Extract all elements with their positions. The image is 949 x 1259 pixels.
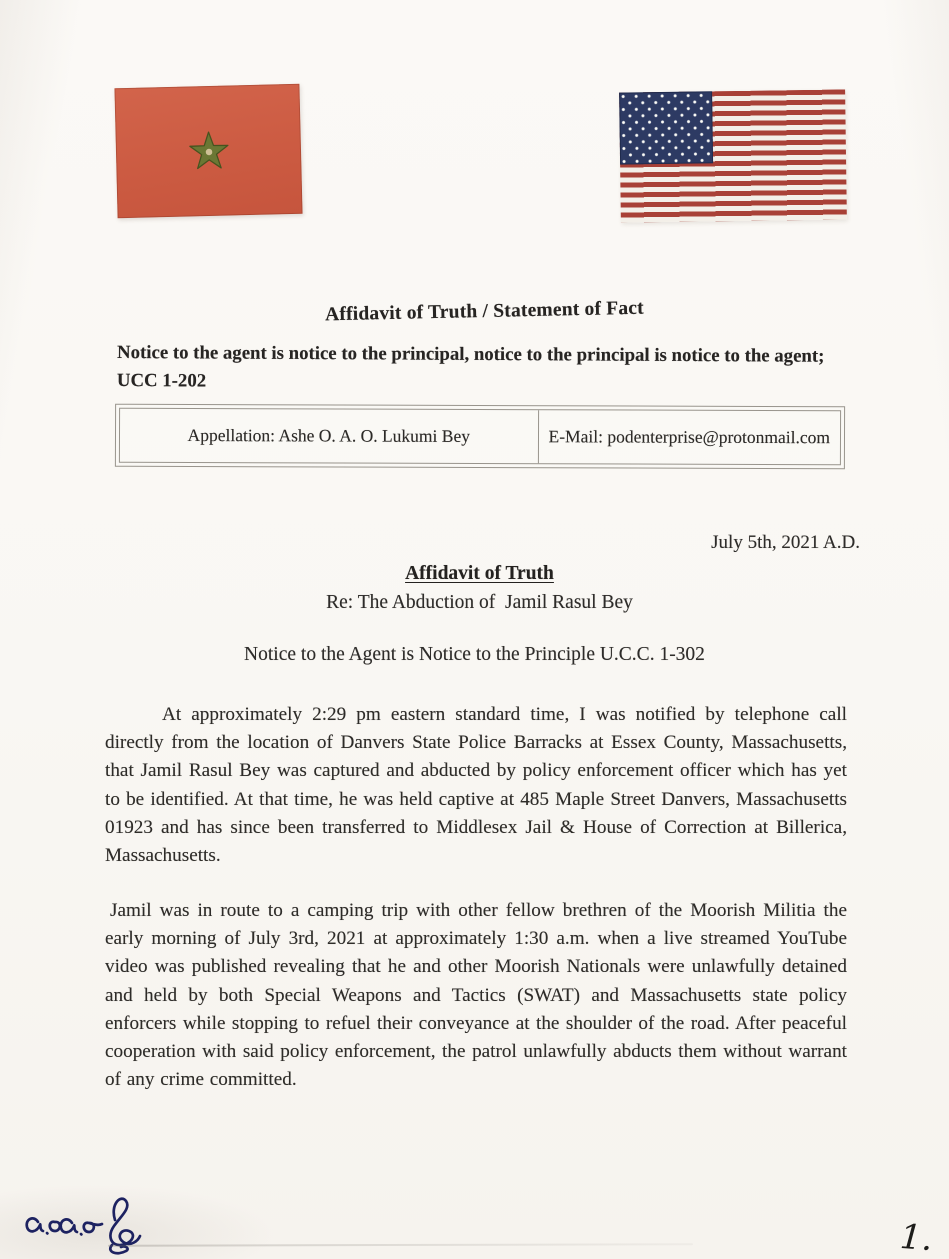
page-number: 1.: [898, 1216, 934, 1259]
usa-flag: [619, 89, 847, 222]
appellation-cell: Appellation: Ashe O. A. O. Lukumi Bey: [120, 409, 539, 463]
email-cell: E-Mail: podenterprise@protonmail.com: [548, 426, 831, 448]
body-paragraph-2: Jamil was in route to a camping trip with other fellow brethren of the Moorish Militia the early morning of July 3rd, 2021 at approximately 1:30 a.m. when a live streamed YouTube video was published revealing that he and other Moorish Nationals were unlawfully detained and held by both Special Weapons and Tactics (SWAT) and Massachusetts state policy enforcers while stopping to refuel their conveyance at the shoulder of the road. After peaceful cooperation with said policy enforcement, the patrol unlawfully abducts them without warrant of any crime committed.: [105, 900, 847, 1091]
notice-header: [117, 339, 869, 399]
date-line: July 5th, 2021 A.D.: [711, 532, 860, 553]
scan-artifact-line: [108, 1243, 693, 1247]
morocco-flag: [114, 84, 302, 218]
handwritten-signature: [22, 1186, 162, 1258]
affidavit-heading: Affidavit of Truth: [405, 563, 554, 584]
info-table: [115, 404, 845, 470]
notice-header-line2: UCC 1-202: [116, 370, 207, 392]
notice-header-line1: Notice to the agent is notice to the principal, notice to the principal is notice to the agent;: [117, 342, 825, 367]
document-title: Affidavit of Truth / Statement of Fact: [324, 297, 645, 326]
re-line: Re: The Abduction of Jamil Rasul Bey: [326, 592, 633, 613]
info-table-inner: [119, 408, 841, 466]
morocco-star-icon: [187, 129, 230, 172]
body-paragraph-1: At approximately 2:29 pm eastern standard time, I was notified by telephone call directly from the location of Danvers State Police Barracks at Essex County, Massachusetts, that Jamil Rasul Bey was captured and abducted by policy enforcement officer which has yet to be identified. At that time, he was held captive at 485 Maple Street Danvers, Massachusetts 01923 and has since been transferred to Middlesex Jail & House of Correction at Billerica, Massachusetts.: [105, 704, 847, 867]
ucc-notice-line: Notice to the Agent is Notice to the Principle U.C.C. 1-302: [244, 644, 705, 665]
usa-flag-canton: [619, 91, 713, 164]
